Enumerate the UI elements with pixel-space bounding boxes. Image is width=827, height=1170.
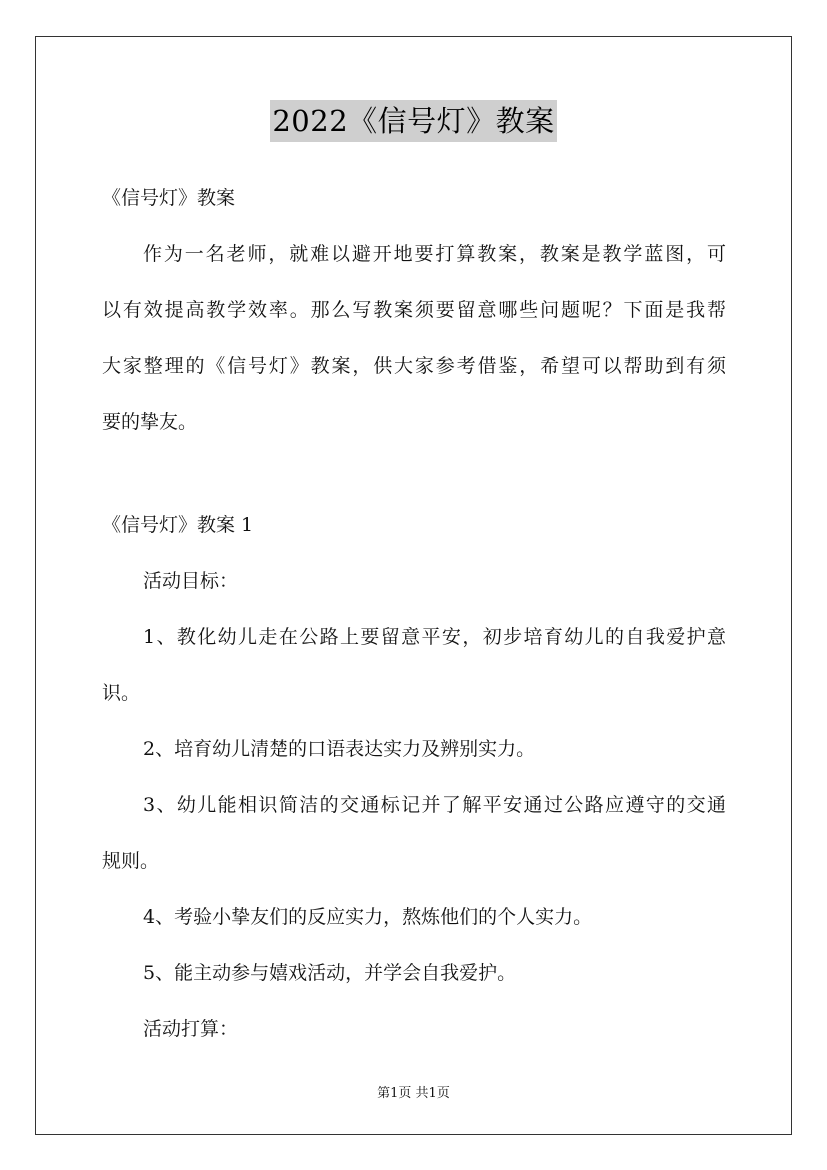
- document-title: 2022《信号灯》教案: [270, 100, 556, 142]
- document-subtitle: 《信号灯》教案: [102, 187, 236, 209]
- goal-3-line-1: 3、幼儿能相识简洁的交通标记并了解平安通过公路应遵守的交通: [143, 794, 726, 816]
- section-spacer: [102, 450, 726, 497]
- document-body: [102, 170, 726, 1057]
- goal-2: 2、培育幼儿清楚的口语表达实力及辨别实力。: [143, 738, 536, 760]
- section-heading: 《信号灯》教案 1: [102, 514, 254, 536]
- goal-1-line-1: 1、教化幼儿走在公路上要留意平安，初步培育幼儿的自我爱护意: [143, 626, 726, 648]
- intro-line-2: 以有效提高教学效率。那么写教案须要留意哪些问题呢？下面是我帮: [102, 299, 726, 321]
- title-wrap: [0, 100, 827, 142]
- goals-heading: 活动目标：: [143, 570, 239, 592]
- goal-5: 5、能主动参与嬉戏活动，并学会自我爱护。: [143, 962, 517, 984]
- goal-4: 4、考验小挚友们的反应实力，熬炼他们的个人实力。: [143, 906, 593, 928]
- intro-line-1: 作为一名老师，就难以避开地要打算教案，教案是教学蓝图，可: [143, 243, 726, 265]
- page-footer: 第1页 共1页: [377, 1086, 450, 1101]
- intro-line-3: 大家整理的《信号灯》教案，供大家参考借鉴，希望可以帮助到有须: [102, 355, 726, 377]
- prep-heading: 活动打算：: [143, 1018, 239, 1040]
- goal-3-line-2: 规则。: [102, 850, 160, 872]
- intro-line-4: 要的挚友。: [102, 411, 198, 433]
- goal-1-line-2: 识。: [102, 682, 141, 704]
